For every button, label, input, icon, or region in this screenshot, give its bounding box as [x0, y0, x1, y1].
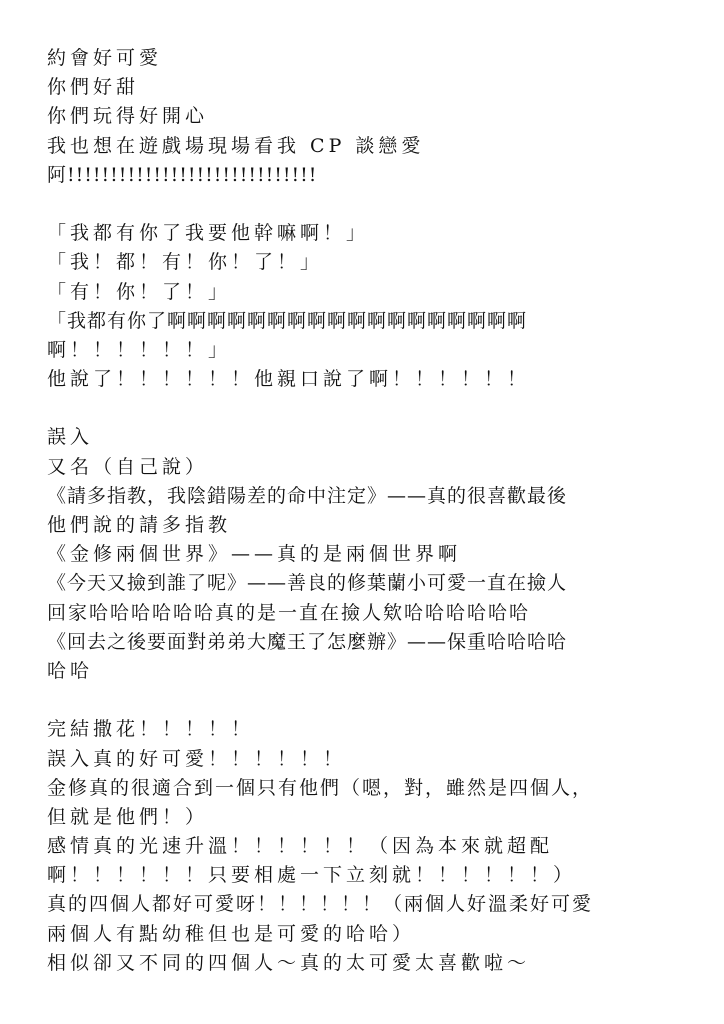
text-line-7: 「我都有你了我要他幹嘛啊！」: [47, 222, 370, 245]
text-line-20: 回家哈哈哈哈哈哈真的是一直在撿人欸哈哈哈哈哈哈: [47, 601, 531, 624]
text-line-27: 但就是他們！）: [47, 805, 209, 828]
text-line-21: 《回去之後要面對弟弟大魔王了怎麼辦》——保重哈哈哈哈: [47, 630, 568, 653]
text-line-31: 兩個人有點幼稚但也是可愛的哈哈）: [47, 922, 416, 945]
text-line-14: 誤入: [47, 426, 94, 449]
text-line-26: 金修真的很適合到一個只有他們（嗯，對，雖然是四個人，: [47, 776, 594, 799]
text-line-3: 你們玩得好開心: [47, 105, 209, 128]
text-line-10: 「我都有你了啊啊啊啊啊啊啊啊啊啊啊啊啊啊啊啊啊啊: [47, 309, 528, 332]
text-line-29: 啊！！！！！！只要相處一下立刻就！！！！！！）: [47, 864, 577, 887]
blank-line: [47, 394, 687, 423]
text-line-9: 「有！你！了！」: [47, 280, 232, 303]
text-line-30: 真的四個人都好可愛呀！！！！！！（兩個人好溫柔好可愛: [47, 893, 594, 916]
text-line-22: 哈哈: [47, 659, 94, 682]
text-line-18: 《金修兩個世界》——真的是兩個世界啊: [47, 543, 462, 566]
text-line-25: 誤入真的好可愛！！！！！！: [47, 747, 347, 770]
text-line-15: 又名（自己說）: [47, 455, 209, 478]
text-line-17: 他們說的請多指教: [47, 514, 232, 536]
text-line-28: 感情真的光速升溫！！！！！！（因為本來就超配: [47, 835, 554, 858]
document-body: [47, 44, 687, 978]
text-line-1: 約會好可愛: [47, 47, 163, 69]
blank-line: [47, 190, 687, 219]
text-line-19: 《今天又撿到誰了呢》——善良的修葉蘭小可愛一直在撿人: [47, 572, 568, 595]
text-line-4: 我也想在遊戲場現場看我 CP 談戀愛: [47, 134, 425, 157]
text-line-8: 「我！都！有！你！了！」: [47, 251, 324, 274]
text-line-16: 《請多指教，我陰錯陽差的命中注定》——真的很喜歡最後: [47, 484, 568, 507]
text-line-5: 阿!!!!!!!!!!!!!!!!!!!!!!!!!!!!!: [47, 163, 318, 186]
text-line-32: 相似卻又不同的四個人～真的太可愛太喜歡啦～: [47, 951, 531, 974]
blank-line: [47, 686, 687, 715]
text-line-12: 他說了！！！！！！他親口說了啊！！！！！！: [47, 368, 531, 391]
text-line-24: 完結撒花！！！！！: [47, 718, 255, 741]
text-line-11: 啊！！！！！！」: [47, 338, 232, 361]
text-line-2: 你們好甜: [47, 76, 140, 99]
